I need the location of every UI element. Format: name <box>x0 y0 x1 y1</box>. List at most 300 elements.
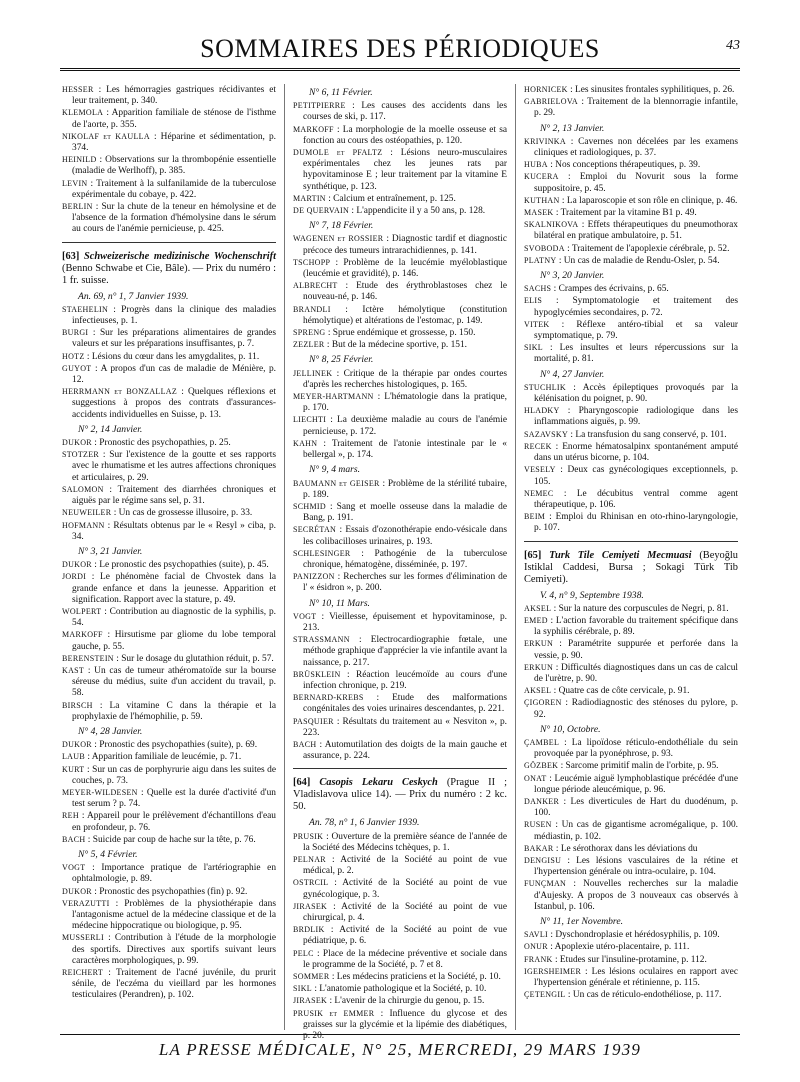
article-title: Activité de la Société au point de vue gynécologique, p. 3. <box>303 878 507 900</box>
article-entry: PRUSIK et EMMER : Influence du glycose et des graisses sur la glycémie et la lipémie des diabétiques, p. 20. <box>293 1008 508 1042</box>
column-divider <box>284 84 285 1030</box>
article-title: Pharyngoscopie radiologique dans les inflammations aiguës, p. 99. <box>534 406 738 428</box>
article-title: Sarcome primitif malin de l'orbite, p. 95. <box>565 761 719 772</box>
article-title: Pronostic des psychopathies (fin) p. 92. <box>99 886 248 897</box>
author-name: HLADKY <box>524 406 560 416</box>
article-title: Sur l'existence de la goutte et ses rapports avec le rhumatisme et les autres affections chroniques et articulaires, p. 29. <box>72 450 277 483</box>
article-title: Les diverticules de Hart du duodénum, p. 100. <box>534 796 738 819</box>
article-entry: SAVLI : Dyschondroplasie et hérédosyphilis, p. 109. <box>524 930 720 941</box>
author-name: STOTZER <box>62 450 100 460</box>
journal-name: Casopis Lekaru Ceskych <box>319 777 438 789</box>
article-title: Emploi du Rhinisan en oto-rhino-laryngologie, p. 107. <box>534 512 738 534</box>
article-title: Apoplexie utéro-placentaire, p. 111. <box>554 942 690 953</box>
article-entry: PLATNY : Un cas de maladie de Rendu-Osler, p. 54. <box>524 255 720 266</box>
article-title: Effets thérapeutiques du pneumothorax bilatéral en pratique ambulatoire, p. 51. <box>534 220 738 242</box>
article-title: Automutilation des doigts de la main gauche et assurance, p. 224. <box>303 739 507 762</box>
issue-heading: N° 2, 14 Janvier. <box>78 423 143 435</box>
article-entry: PRUSIK : Ouverture de la première séance de l'année de la Société des Médecins tchèques, p. 1. <box>293 831 507 853</box>
author-name: LIECHTI <box>293 415 327 425</box>
article-title: Paramétrite suppurée et perforée dans la vessie, p. 90. <box>534 639 738 661</box>
author-name: DENGISU <box>524 855 562 865</box>
article-title: Pathogénie de la tuberculose chronique, hématogène, disséminée, p. 197. <box>303 548 508 570</box>
author-name: PELNAR <box>293 854 326 864</box>
article-title: L'appendicite il y a 50 ans, p. 128. <box>356 206 486 217</box>
article-entry: DUKOR : Pronostic des psychopathies, p. 25. <box>62 438 231 449</box>
article-title: Traitement de la blennorragie infantile, p. 29. <box>534 97 739 119</box>
author-name: DANKER <box>524 796 560 806</box>
article-title: Etude des malformations congénitales des voies urinaires descendantes, p. 221. <box>303 693 508 715</box>
article-entry: KURT : Sur un cas de porphyrurie aigu dans les suites de couches, p. 73. <box>62 764 277 786</box>
author-name: HESSER <box>62 85 94 94</box>
article-entry: SACHS : Crampes des écrivains, p. 65. <box>524 284 669 295</box>
article-title: Leucémie aiguë lymphoblastique précédée d'une longue période aleucémique, p. 96. <box>534 773 739 795</box>
author-name: GABRIELOVA <box>524 97 578 107</box>
article-entry: MARTIN : Calcium et entraînement, p. 125. <box>293 193 456 204</box>
article-entry: DUMOLE et PFALTZ : Lésions neuro-musculaires expérimentales chez les jeunes rats par hypovitaminose E ; leur traitement par la vitamine E synthétique, p. 123. <box>293 148 507 192</box>
article-title: Ouverture de la première séance de l'année de la Société des Médecins tchèques, p. 1. <box>303 831 507 853</box>
journal-heading <box>524 550 738 586</box>
article-title: Sur les préparations alimentaires de grandes valeurs et sur les préparations insuffisantes, p. 7. <box>72 328 276 350</box>
article-title: L'action favorable du traitement spécifique dans la syphilis cérébrale, p. 89. <box>534 615 738 638</box>
author-name: ELIS <box>524 296 543 306</box>
article-title: Ictère hémolytique (constitution hémolytique) et altérations de l'estomac, p. 149. <box>303 304 508 326</box>
article-title: La deuxième maladie au cours de l'anémie pernicieuse, p. 172. <box>303 415 507 437</box>
article-entry: SECRÉTAN : Essais d'ozonothérapie endo-vésicale dans les colibacilloses urinaires, p. 193. <box>293 525 507 547</box>
section-separator <box>293 768 507 769</box>
article-title: Les lésions oculaires en rapport avec l'hypertension générale et rétinienne, p. 115. <box>534 966 738 989</box>
article-entry: DUKOR : Le pronostic des psychopathies (suite), p. 45. <box>62 560 269 571</box>
author-name: NEMEC <box>524 488 554 498</box>
article-entry: STUCHLIK : Accès épileptiques provoqués par la kélénisation du poignet, p. 90. <box>524 382 738 405</box>
article-entry: KAHN : Traitement de l'atonie intestinale par le « bellergal », p. 174. <box>293 438 507 461</box>
author-name: ONUR <box>524 942 548 952</box>
article-entry: ÇETENGIL : Un cas de réticulo-endothéliose, p. 117. <box>524 990 722 1001</box>
author-name: BERLIN <box>62 202 93 212</box>
article-title: Sur la nature des corpuscules de Negri, p. 81. <box>558 603 729 614</box>
author-name: PLATNY <box>524 255 557 265</box>
author-name: ERKUN <box>524 662 554 672</box>
article-entry: ELIS : Symptomatologie et traitement des hypoglycémies secondaires, p. 72. <box>524 296 738 318</box>
article-title: Suicide par coup de hache sur la tête, p. 76. <box>92 834 256 845</box>
author-name: KLEMOLA <box>62 108 104 118</box>
author-name: EMED <box>524 615 548 625</box>
article-title: Lésions du cœur dans les amygdalites, p. 11. <box>91 351 260 362</box>
author-name: WAGENEN et ROSSIER <box>293 234 384 244</box>
article-title: Contribution au diagnostic de la syphilis, p. 54. <box>72 606 276 629</box>
author-name: BERENSTEIN <box>62 653 114 663</box>
article-title: Un cas de réticulo-endothéliose, p. 117. <box>572 990 722 1001</box>
article-entry: VERAZUTTI : Problèmes de la physiothérapie dans l'antagonisme actuel de la médecine classique et de la médecine hippocratique ou biologique, p. 95. <box>62 898 276 932</box>
article-entry: HERRMANN et BONZALLAZ : Quelques réflexions et suggestions à propos des contrats d'assurances-accidents individuelles en Suisse, p. 13. <box>62 387 277 420</box>
article-title: Traitement de l'apoplexie cérébrale, p. 52. <box>571 243 730 254</box>
article-entry: REICHERT : Traitement de l'acné juvénile, du prurit sénile, de l'eczéma du vieillard par les hormones testiculaires (Perandren), p. 102. <box>62 968 277 1001</box>
article-title: Réaction leucémoïde au cours d'une infection chronique, p. 219. <box>303 669 507 691</box>
article-entry: PANIZZON : Recherches sur les formes d'élimination de l' « ésidron », p. 200. <box>293 572 507 594</box>
author-name: BRANDLI <box>293 304 331 314</box>
issue-heading: N° 4, 28 Janvier. <box>78 725 143 737</box>
article-title: Lésions neuro-musculaires expérimentales chez les jeunes rats par hypovitaminose E ; leur traitement par la vitamine E synthétique, p. 123. <box>303 148 507 192</box>
author-name: DUKOR <box>62 438 92 448</box>
article-title: Traitement à la sulfanilamide de la tuberculose expérimentale du cobaye, p. 422. <box>72 178 277 200</box>
author-name: SIKL <box>524 343 543 353</box>
footer-rule <box>60 1034 740 1035</box>
author-name: DUKOR <box>62 886 92 896</box>
author-name: JIRASEK <box>293 901 328 911</box>
author-name: MARKOFF <box>62 630 103 640</box>
article-title: La vitamine C dans la thérapie et la prophylaxie de l'hémophilie, p. 59. <box>72 700 276 722</box>
author-name: STAEHELIN <box>62 304 109 314</box>
article-entry: BACH : Suicide par coup de hache sur la tête, p. 76. <box>62 834 256 845</box>
article-entry: SIKL : Les insultes et leurs répercussions sur la mortalité, p. 81. <box>524 343 738 365</box>
article-title: Etudes sur l'insuline-protamine, p. 112. <box>559 954 707 965</box>
article-title: Le sérothorax dans les déviations du <box>560 843 698 854</box>
article-entry: AKSEL : Sur la nature des corpuscules de Negri, p. 81. <box>524 603 729 614</box>
article-title: Sur un cas de porphyrurie aigu dans les suites de couches, p. 73. <box>72 764 277 786</box>
article-entry: JIRASEK : Activité de la Société au point de vue chirurgical, p. 4. <box>293 901 507 923</box>
author-name: SKALNIKOVA <box>524 220 579 230</box>
article-title: Pronostic des psychopathies, p. 25. <box>99 438 231 449</box>
article-entry: PASQUIER : Résultats du traitement au « Nesviton », p. 223. <box>293 716 508 738</box>
article-title: Sprue endémique et grossesse, p. 150. <box>332 328 476 339</box>
page-footer: LA PRESSE MÉDICALE, N° 25, MERCREDI, 29 MARS 1939 <box>158 1040 642 1059</box>
author-name: DUMOLE et PFALTZ <box>293 148 383 158</box>
article-entry: TSCHOPP : Problème de la leucémie myéloblastique (leucémie et gravidité), p. 146. <box>293 257 507 280</box>
article-entry: DUKOR : Pronostic des psychopathies (suite), p. 69. <box>62 740 258 751</box>
article-entry: LIECHTI : La deuxième maladie au cours de l'anémie pernicieuse, p. 172. <box>293 415 507 437</box>
article-title: La morphologie de la moelle osseuse et sa fonction au cours des ostéopathies, p. 120. <box>303 124 508 146</box>
article-entry: BRDLIK : Activité de la Société au point de vue pédiatrique, p. 6. <box>293 925 507 947</box>
article-entry: SIKL : L'anatomie pathologique et la Société, p. 10. <box>293 984 487 995</box>
article-entry: BACH : Automutilation des doigts de la main gauche et assurance, p. 224. <box>293 739 507 762</box>
article-title: Un cas de grossesse illusoire, p. 33. <box>118 508 253 519</box>
author-name: ZEZLER <box>293 340 325 350</box>
article-entry: HOFMANN : Résultats obtenus par le « Resyl » ciba, p. 34. <box>62 520 276 542</box>
article-title: Appareil pour le prélèvement d'échantillons d'eau en profondeur, p. 76. <box>72 811 276 833</box>
article-title: Accès épileptiques provoqués par la kélénisation du poignet, p. 90. <box>534 382 738 405</box>
article-title: Traitement par la vitamine B1 p. 49. <box>560 208 697 219</box>
page-title: SOMMAIRES DES PÉRIODIQUES <box>200 34 600 63</box>
issue-heading: N° 3, 21 Janvier. <box>78 545 143 557</box>
author-name: DUKOR <box>62 740 92 750</box>
article-title: Place de la médecine préventive et sociale dans le programme de la Société, p. 7 et 8. <box>303 948 507 970</box>
author-name: ÇETENGIL <box>524 990 566 1000</box>
author-name: BURGI <box>62 328 89 338</box>
author-name: JIRASEK <box>293 996 328 1006</box>
author-name: AKSEL <box>524 686 552 696</box>
article-entry: ONAT : Leucémie aiguë lymphoblastique précédée d'une longue période aleucémique, p. 96. <box>524 773 739 795</box>
article-entry: SAZAVSKY : La transfusion du sang conservé, p. 101. <box>524 429 727 440</box>
section-separator <box>62 242 276 243</box>
author-name: MARKOFF <box>293 124 334 134</box>
author-name: REICHERT <box>62 968 104 978</box>
article-title: Importance pratique de l'artériographie en ophtalmologie, p. 89. <box>72 863 277 885</box>
article-title: Les lésions vasculaires de la rétine et l'hypertension générale ou intra-oculaire, p. 104. <box>534 855 739 878</box>
article-entry: HLADKY : Pharyngoscopie radiologique dans les inflammations aiguës, p. 99. <box>524 406 738 428</box>
article-entry: HEINILD : Observations sur la thrombopénie essentielle (maladie de Werlhoff), p. 385. <box>62 155 277 177</box>
header-rule <box>60 68 740 71</box>
article-entry: STOTZER : Sur l'existence de la goutte et ses rapports avec le rhumatisme et les autres affections chroniques et articulaires, p. 29. <box>62 450 277 483</box>
article-title: Un cas de maladie de Rendu-Osler, p. 54. <box>563 255 720 266</box>
article-entry: ERKUN : Paramétrite suppurée et perforée dans la vessie, p. 90. <box>524 639 738 661</box>
article-title: Hirsutisme par gliome du lobe temporal gauche, p. 55. <box>72 630 276 652</box>
author-name: SPRENG <box>293 328 326 338</box>
article-title: Emploi du Novurit sous la forme suppositoire, p. 45. <box>534 172 739 194</box>
article-entry: JELLINEK : Critique de la thérapie par ondes courtes d'après les recherches histologiques, p. 165. <box>293 368 507 390</box>
article-entry: HUBA : Nos conceptions thérapeutiques, p. 39. <box>524 160 701 171</box>
author-name: MEYER-WILDESEN <box>62 787 138 797</box>
author-name: JELLINEK <box>293 368 333 378</box>
article-entry: NEUWEILER : Un cas de grossesse illusoire, p. 33. <box>62 508 253 519</box>
author-name: STRASSMANN <box>293 635 350 645</box>
article-entry: ZEZLER : But de la médecine sportive, p. 151. <box>293 340 467 351</box>
article-entry: BRÜSKLEIN : Réaction leucémoïde au cours d'une infection chronique, p. 219. <box>293 669 507 691</box>
article-entry: KRIVINKA : Cavernes non décelées par les examens cliniques et radiologiques, p. 37. <box>524 136 739 159</box>
article-title: Les insultes et leurs répercussions sur la mortalité, p. 81. <box>534 343 738 365</box>
author-name: ÇIGOREN <box>524 698 562 708</box>
author-name: BACH <box>293 739 317 749</box>
author-name: BAKAR <box>524 843 554 853</box>
article-entry: VOGT : Importance pratique de l'artériographie en ophtalmologie, p. 89. <box>62 863 277 885</box>
article-entry: SVOBODA : Traitement de l'apoplexie cérébrale, p. 52. <box>524 243 730 254</box>
article-entry: VITEK : Réflexe antéro-tibial et sa valeur symptomatique, p. 79. <box>524 319 738 342</box>
author-name: BRÜSKLEIN <box>293 669 341 679</box>
article-title: Les médecins praticiens et la Société, p. 10. <box>336 972 501 983</box>
author-name: VOGT <box>62 863 86 873</box>
author-name: SVOBODA <box>524 243 565 253</box>
article-title: Les causes des accidents dans les courses de ski, p. 117. <box>303 101 507 123</box>
author-name: RUSEN <box>524 820 552 830</box>
article-entry: VESELY : Deux cas gynécologiques exceptionnels, p. 105. <box>524 465 739 487</box>
article-entry: NIKOLAF et KAULLA : Héparine et sédimentation, p. 374. <box>62 131 276 154</box>
author-name: MARTIN <box>293 193 326 203</box>
author-name: NEUWEILER <box>62 508 112 518</box>
article-entry: PETITPIERRE : Les causes des accidents dans les courses de ski, p. 117. <box>293 101 507 123</box>
author-name: KAHN <box>293 438 318 448</box>
article-title: Critique de la thérapie par ondes courtes d'après les recherches histologiques, p. 165. <box>303 368 507 390</box>
article-title: Activité de la Société au point de vue médical, p. 2. <box>303 854 507 877</box>
issue-heading: N° 3, 20 Janvier. <box>540 270 605 282</box>
author-name: KURT <box>62 764 85 774</box>
article-title: Contribution à l'étude de la morphologie des sportifs. Directives aux sportifs suivant leurs caractères morphologiques, p. 99. <box>72 933 276 966</box>
article-title: Résultats du traitement au « Nesviton », p. 223. <box>303 716 508 738</box>
article-title: Le pronostic des psychopathies (suite), p. 45. <box>99 560 269 571</box>
author-name: PANIZZON <box>293 572 335 582</box>
author-name: IGERSHEIMER <box>524 966 582 976</box>
article-title: Réflexe antéro-tibial et sa valeur symptomatique, p. 79. <box>534 319 738 342</box>
author-name: FRANK <box>524 954 553 964</box>
article-title: Traitement de l'acné juvénile, du prurit sénile, de l'eczéma du vieillard par les hormones testiculaires (Perandren), p. 102. <box>72 968 277 1001</box>
author-name: SCHLESINGER <box>293 548 351 558</box>
article-entry: KLEMOLA : Apparition familiale de sténose de l'isthme de l'aorte, p. 355. <box>62 108 276 130</box>
article-entry: EMED : L'action favorable du traitement spécifique dans la syphilis cérébrale, p. 89. <box>524 615 738 638</box>
article-title: La laparoscopie et son rôle en clinique, p. 46. <box>566 195 738 206</box>
article-title: Les sinusites frontales syphilitiques, p. 26. <box>575 85 735 95</box>
section-separator <box>524 541 738 542</box>
author-name: STUCHLIK <box>524 382 566 392</box>
article-entry: BEIM : Emploi du Rhinisan en oto-rhino-laryngologie, p. 107. <box>524 512 738 534</box>
issue-heading: N° 9, 4 mars. <box>309 464 361 476</box>
article-entry: ONUR : Apoplexie utéro-placentaire, p. 111. <box>524 942 690 953</box>
author-name: ONAT <box>524 773 547 783</box>
article-title: Dyschondroplasie et hérédosyphilis, p. 109. <box>555 930 720 941</box>
article-entry: SPRENG : Sprue endémique et grossesse, p. 150. <box>293 328 476 339</box>
article-entry: HORNICEK : Les sinusites frontales syphilitiques, p. 26. <box>524 85 735 95</box>
article-entry: BURGI : Sur les préparations alimentaires de grandes valeurs et sur les préparations insuffisantes, p. 7. <box>62 328 276 350</box>
article-entry: MEYER-WILDESEN : Quelle est la durée d'activité d'un test serum ? p. 74. <box>62 787 276 810</box>
article-entry: VOGT : Vieillesse, épuisement et hypovitaminose, p. 213. <box>293 611 507 633</box>
article-entry: SALOMON : Traitement des diarrhées chroniques et aiguës par le régime sans sel, p. 31. <box>62 484 276 507</box>
author-name: BIRSCH <box>62 700 93 710</box>
issue-heading: N° 10, Octobre. <box>540 723 601 735</box>
article-entry: ÇIGOREN : Radiodiagnostic des sténoses du pylore, p. 92. <box>524 698 738 720</box>
article-title: L'hématologie dans la pratique, p. 170. <box>303 392 508 414</box>
author-name: SIKL <box>293 984 312 994</box>
article-title: Résultats obtenus par le « Resyl » ciba, p. 34. <box>72 520 276 542</box>
issue-heading: V. 4, n° 9, Septembre 1938. <box>540 589 644 601</box>
author-name: REH <box>62 811 79 821</box>
journal-heading <box>62 251 276 287</box>
author-name: HOFMANN <box>62 520 105 530</box>
author-name: SCHMID <box>293 501 326 511</box>
column-divider <box>515 84 516 1030</box>
author-name: HUBA <box>524 160 548 170</box>
article-entry: RUSEN : Un cas de gigantisme acromégalique, p. 100. médiastin, p. 102. <box>524 820 738 842</box>
issue-heading: N° 10, 11 Mars. <box>309 597 370 609</box>
issue-heading: N° 6, 11 Février. <box>309 87 373 98</box>
article-entry: MASEK : Traitement par la vitamine B1 p. 49. <box>524 208 697 219</box>
article-entry: DUKOR : Pronostic des psychopathies (fin) p. 92. <box>62 886 248 897</box>
issue-heading: N° 8, 25 Février. <box>309 354 374 366</box>
article-entry: FRANK : Etudes sur l'insuline-protamine, p. 112. <box>524 954 707 965</box>
article-entry: SCHLESINGER : Pathogénie de la tuberculose chronique, hématogène, disséminée, p. 197. <box>293 548 508 570</box>
article-entry: MARKOFF : Hirsutisme par gliome du lobe temporal gauche, p. 55. <box>62 630 276 652</box>
author-name: VERAZUTTI <box>62 898 110 908</box>
article-entry: SOMMER : Les médecins praticiens et la Société, p. 10. <box>293 972 501 983</box>
author-name: ÇAMBEL <box>524 737 560 747</box>
article-title: Le phénomène facial de Chvostek dans la grande enfance et dans la jeunesse. Apparition et signification. Rapport avec la stature, p. 49. <box>72 572 276 605</box>
author-name: BERNARD-KREBS <box>293 693 364 703</box>
article-entry: HESSER : Les hémorragies gastriques récidivantes et leur traitement, p. 340. <box>62 85 276 107</box>
article-entry: NEMEC : Le décubitus ventral comme agent thérapeutique, p. 106. <box>524 488 738 510</box>
article-title: Problème de la leucémie myéloblastique (leucémie et gravidité), p. 146. <box>303 257 507 280</box>
author-name: DE QUERVAIN <box>293 206 350 216</box>
article-title: Activité de la Société au point de vue chirurgical, p. 4. <box>303 901 507 923</box>
author-name: TSCHOPP <box>293 257 331 267</box>
author-name: KUTHAN <box>524 195 560 205</box>
article-entry: ÇAMBEL : La lipoïdose réticulo-endothéliale du sein provoquée par la pyonéphrose, p. 93. <box>524 737 738 760</box>
journal-heading <box>293 777 507 813</box>
author-name: KRIVINKA <box>524 136 566 146</box>
article-title: Traitement de l'atonie intestinale par le « bellergal », p. 174. <box>303 438 507 461</box>
page-header <box>60 30 740 63</box>
author-name: KAST <box>62 665 85 675</box>
author-name: FUNÇMAN <box>524 879 567 889</box>
author-name: NIKOLAF et KAULLA <box>62 131 150 141</box>
article-entry: MUSSERLI : Contribution à l'étude de la morphologie des sportifs. Directives aux sportifs suivant leurs caractères morphologiques, p. 99. <box>62 933 276 966</box>
author-name: HORNICEK <box>524 85 568 94</box>
article-entry: WOLPERT : Contribution au diagnostic de la syphilis, p. 54. <box>62 606 276 629</box>
author-name: ALBRECHT <box>293 281 338 291</box>
article-entry: PELC : Place de la médecine préventive et sociale dans le programme de la Société, p. 7 et 8. <box>293 948 507 970</box>
author-name: HERRMANN et BONZALLAZ <box>62 387 178 397</box>
article-entry: KUCERA : Emploi du Novurit sous la forme suppositoire, p. 45. <box>524 172 739 194</box>
journal-number: [65] <box>524 549 542 561</box>
article-entry: FUNÇMAN : Nouvelles recherches sur la maladie d'Aujesky. A propos de 3 nouveaux cas observés à Istanbul, p. 106. <box>524 879 739 912</box>
article-title: Electrocardiographie fœtale, une méthode graphique d'apprécier la vie infantile avant la naissance, p. 217. <box>303 635 507 668</box>
article-entry: MARKOFF : La morphologie de la moelle osseuse et sa fonction au cours des ostéopathies, p. 120. <box>293 124 508 146</box>
article-entry: BAUMANN et GEISER : Problème de la stérilité tubaire, p. 189. <box>293 478 507 500</box>
article-entry: GUYOT : A propos d'un cas de maladie de Ménière, p. 12. <box>62 363 276 386</box>
issue-heading: N° 4, 27 Janvier. <box>540 368 605 380</box>
author-name: PELC <box>293 948 314 958</box>
article-title: Radiodiagnostic des sténoses du pylore, p. 92. <box>534 698 738 720</box>
author-name: VESELY <box>524 465 556 475</box>
author-name: SECRÉTAN <box>293 525 337 535</box>
article-entry: PELNAR : Activité de la Société au point de vue médical, p. 2. <box>293 854 507 877</box>
author-name: LEVIN <box>62 178 88 188</box>
author-name: SAVLI <box>524 930 549 940</box>
column-1 <box>62 84 276 1030</box>
article-entry: ALBRECHT : Etude des érythroblastoses chez le nouveau-né, p. 146. <box>293 281 507 303</box>
author-name: LAUB <box>62 752 85 762</box>
author-name: SACHS <box>524 284 552 294</box>
article-title: Diagnostic tardif et diagnostic précoce des tumeurs intrarachidiennes, p. 141. <box>303 234 507 256</box>
article-entry: STRASSMANN : Electrocardiographie fœtale, une méthode graphique d'apprécier la vie infantile avant la naissance, p. 217. <box>293 635 507 668</box>
author-name: MASEK <box>524 208 554 218</box>
author-name: PRUSIK et EMMER <box>293 1008 375 1018</box>
article-entry: JIRASEK : L'avenir de la chirurgie du genou, p. 15. <box>293 996 485 1007</box>
journal-name: Schweizerische medizinische Wochenschrift <box>84 250 276 262</box>
article-title: Symptomatologie et traitement des hypoglycémies secondaires, p. 72. <box>534 296 738 318</box>
author-name: SAZAVSKY <box>524 429 569 439</box>
article-entry: SCHMID : Sang et moelle osseuse dans la maladie de Bang, p. 191. <box>293 501 508 524</box>
author-name: VOGT <box>293 611 317 621</box>
article-entry: IGERSHEIMER : Les lésions oculaires en rapport avec l'hypertension générale et rétinienne, p. 115. <box>524 966 738 989</box>
author-name: DUKOR <box>62 560 92 570</box>
article-entry: HOTZ : Lésions du cœur dans les amygdalites, p. 11. <box>62 351 260 362</box>
article-entry: REH : Appareil pour le prélèvement d'échantillons d'eau en profondeur, p. 76. <box>62 811 276 833</box>
article-title: Apparition familiale de sténose de l'isthme de l'aorte, p. 355. <box>72 108 276 130</box>
author-name: PASQUIER <box>293 716 334 726</box>
author-name: KUCERA <box>524 172 559 182</box>
issue-heading: An. 69, n° 1, 7 Janvier 1939. <box>78 290 189 302</box>
article-title: Un cas de gigantisme acromégalique, p. 100. médiastin, p. 102. <box>534 820 738 842</box>
author-name: BAUMANN et GEISER <box>293 478 380 488</box>
article-entry: BERLIN : Sur la chute de la teneur en hémolysine et de l'absence de la formation d'hémolysine dans le sérum au cours de l'anémie pernicieuse, p. 425. <box>62 202 276 235</box>
author-name: VITEK <box>524 319 550 329</box>
article-entry: DENGISU : Les lésions vasculaires de la rétine et l'hypertension générale ou intra-oculaire, p. 104. <box>524 855 739 878</box>
article-title: Progrès dans la clinique des maladies infectieuses, p. 1. <box>72 304 277 327</box>
journal-details: (Prague II ; Vladislavova ulice 14). — Prix du numéro : 2 kc. 50. <box>293 777 507 813</box>
author-name: BEIM <box>524 512 546 522</box>
article-title: La transfusion du sang conservé, p. 101. <box>575 429 727 440</box>
author-name: HEINILD <box>62 155 97 165</box>
article-entry: KUTHAN : La laparoscopie et son rôle en clinique, p. 46. <box>524 195 738 206</box>
article-title: Quatre cas de côte cervicale, p. 91. <box>558 686 690 697</box>
article-entry: SKALNIKOVA : Effets thérapeutiques du pneumothorax bilatéral en pratique ambulatoire, p. 51. <box>524 220 738 242</box>
article-title: Quelle est la durée d'activité d'un test serum ? p. 74. <box>72 787 276 810</box>
issue-heading: N° 7, 18 Février. <box>309 220 374 232</box>
author-name: PRUSIK <box>293 831 324 841</box>
article-title: Difficultés diagnostiques dans un cas de calcul de l'urètre, p. 90. <box>534 662 738 684</box>
article-title: Nos conceptions thérapeutiques, p. 39. <box>555 160 701 171</box>
article-title: Deux cas gynécologiques exceptionnels, p. 105. <box>534 465 739 487</box>
article-title: La lipoïdose réticulo-endothéliale du sein provoquée par la pyonéphrose, p. 93. <box>534 737 738 760</box>
issue-heading: N° 11, 1er Novembre. <box>540 916 623 927</box>
article-entry: STAEHELIN : Progrès dans la clinique des maladies infectieuses, p. 1. <box>62 304 277 327</box>
author-name: GUYOT <box>62 363 92 373</box>
article-entry: GABRIELOVA : Traitement de la blennorragie infantile, p. 29. <box>524 97 739 119</box>
